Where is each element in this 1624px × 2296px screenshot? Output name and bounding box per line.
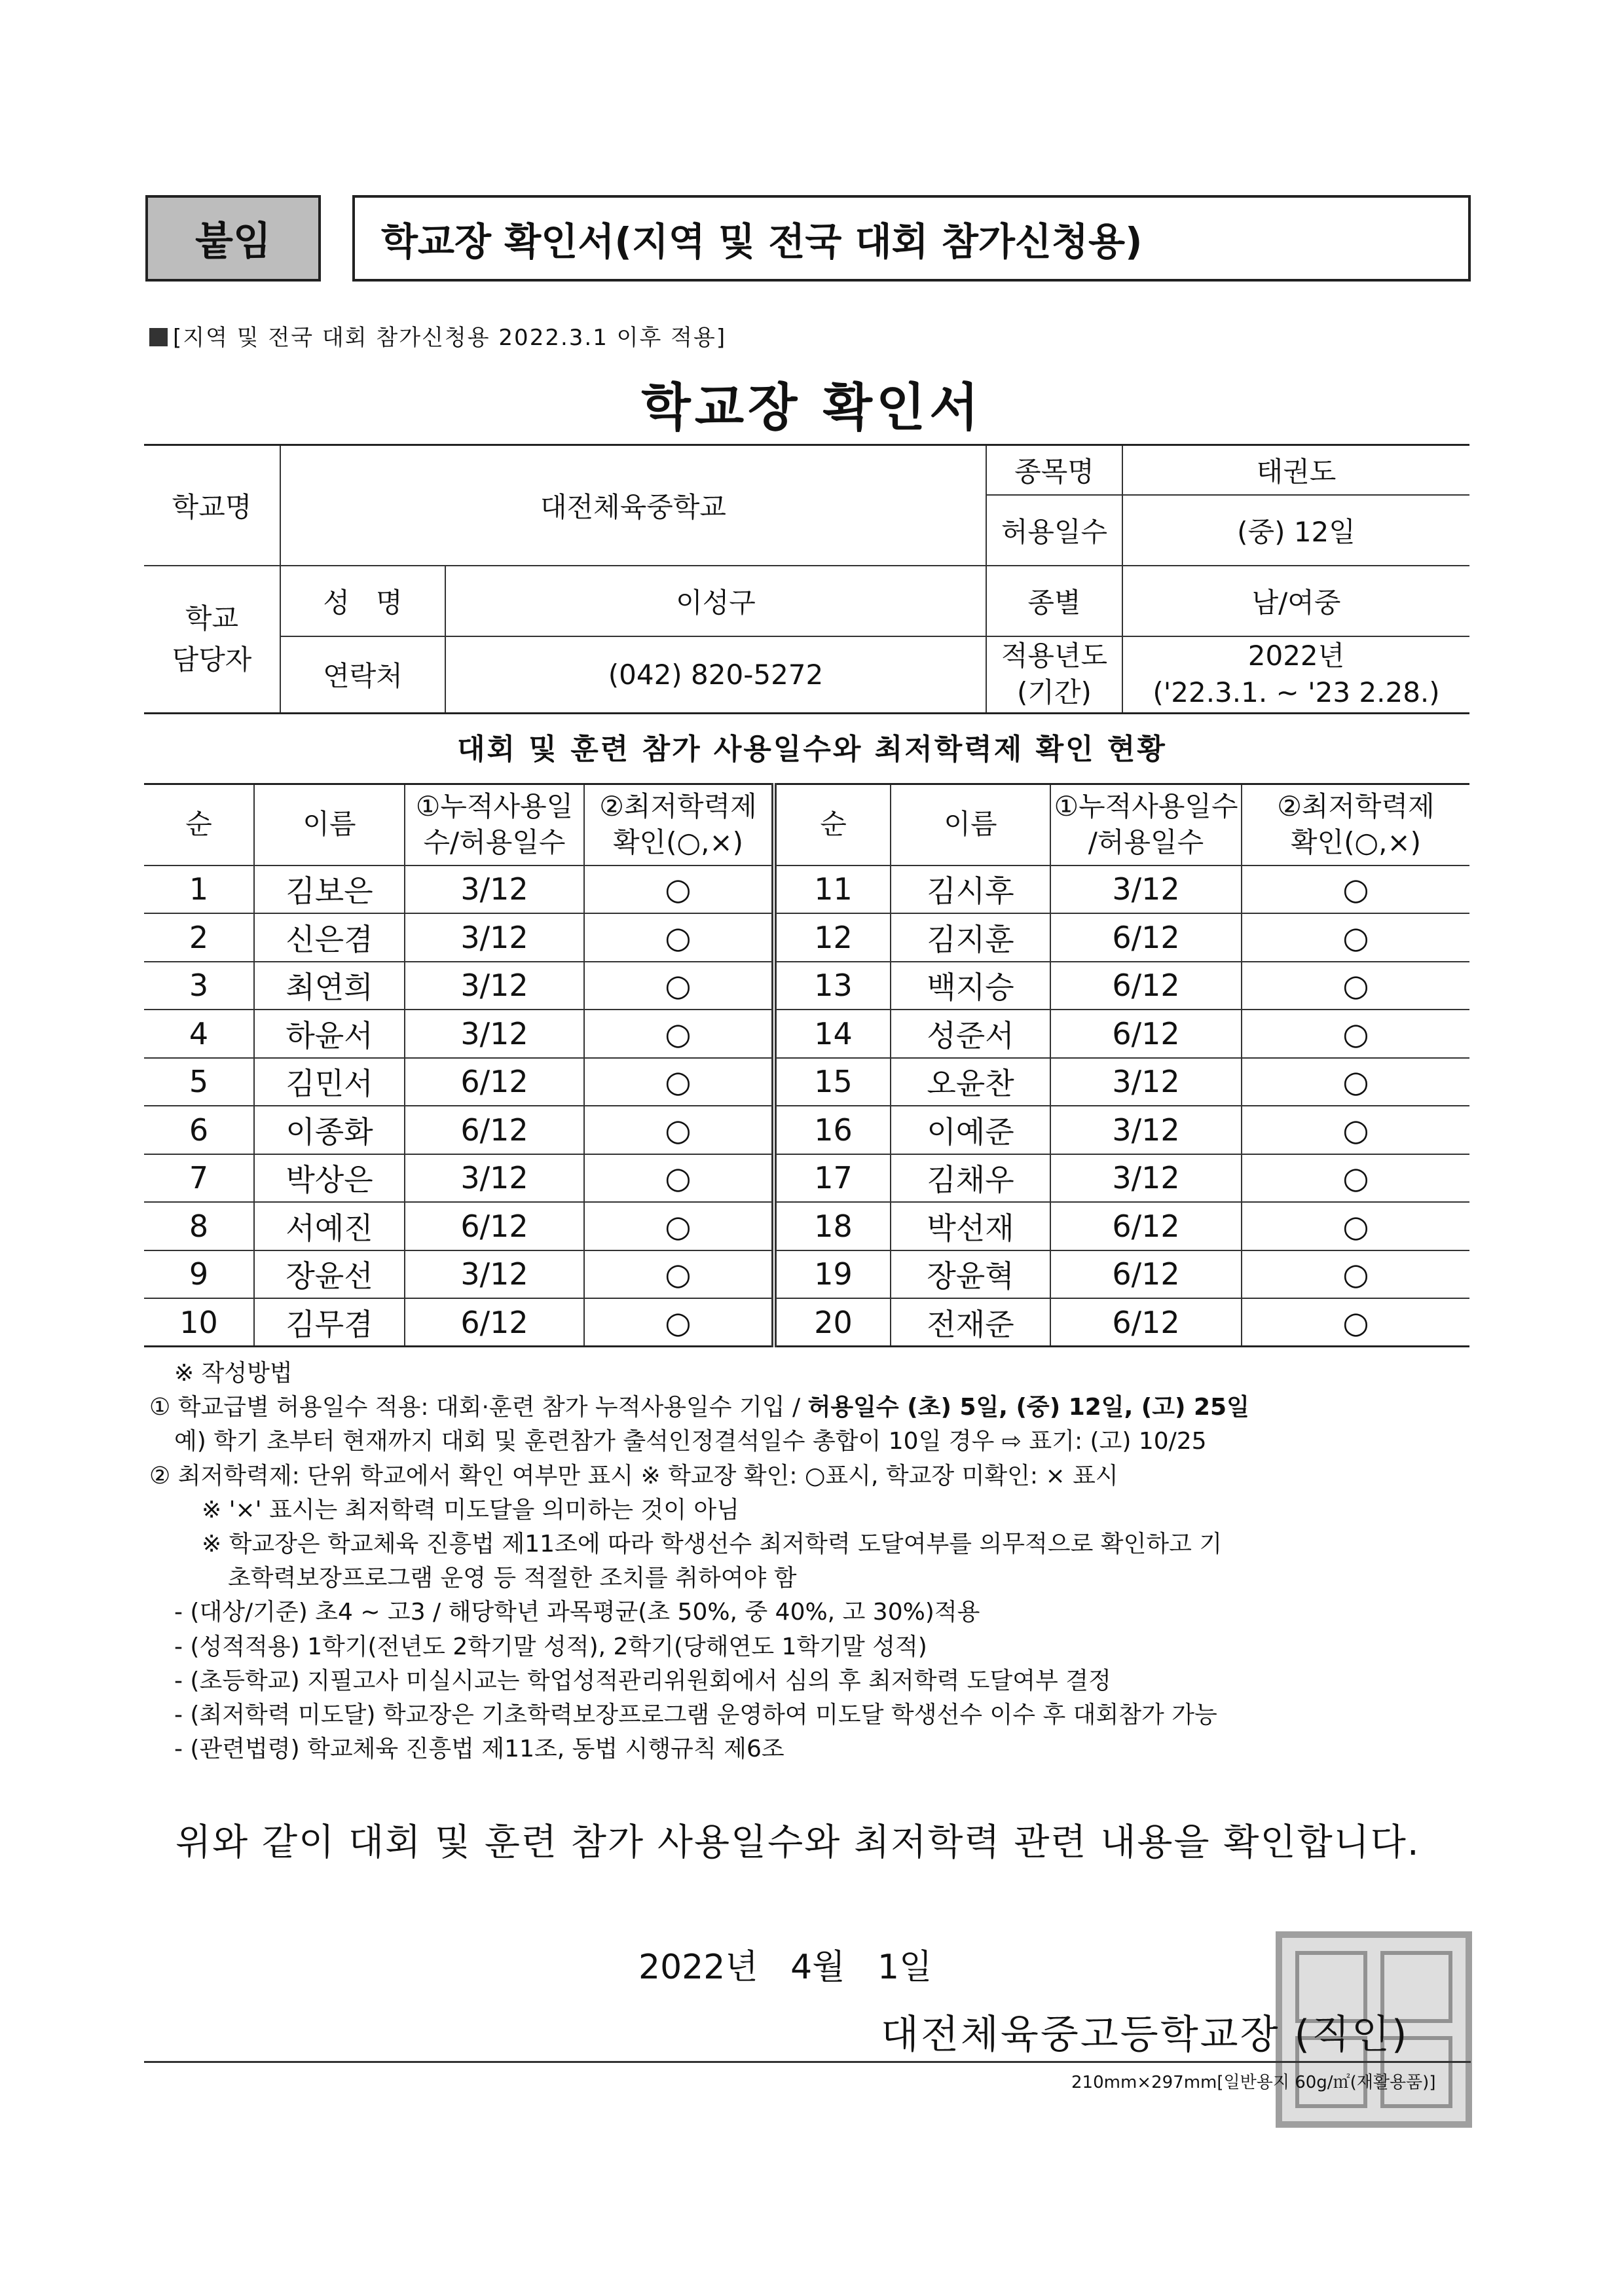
cell-check: ○ [1242, 1250, 1469, 1299]
cell-name: 박선재 [891, 1202, 1050, 1250]
cell-name: 장윤선 [254, 1250, 405, 1299]
cell-no: 6 [144, 1106, 254, 1154]
cell-name: 장윤혁 [891, 1250, 1050, 1299]
cell-check: ○ [584, 866, 774, 914]
roster-body [144, 866, 1469, 1347]
header-days-left-line2: 수/허용일수 [423, 826, 566, 858]
phone-label: 연락처 [280, 636, 445, 714]
allowed-days-value: (중) 12일 [1122, 495, 1469, 566]
cell-name: 김채우 [891, 1154, 1050, 1203]
cell-no: 12 [774, 913, 891, 962]
header-check-right-line1: ②최저학력제 [1277, 790, 1435, 823]
cell-no: 11 [774, 866, 891, 914]
footer-divider [144, 2061, 1471, 2063]
cell-days: 6/12 [1050, 962, 1242, 1010]
period-label-line1: 적용년도 [1001, 639, 1108, 672]
cell-days: 6/12 [1050, 1250, 1242, 1299]
cell-days: 6/12 [405, 1202, 584, 1250]
period-value-line1: 2022년 [1247, 639, 1345, 672]
cell-days: 3/12 [1050, 1106, 1242, 1154]
header-check-right [1242, 784, 1469, 866]
page-title: 학교장 확인서 [641, 378, 983, 437]
applied-note-text: [지역 및 전국 대회 참가신청용 2022.3.1 이후 적용] [173, 325, 727, 351]
cell-days: 3/12 [1050, 1154, 1242, 1203]
school-name-value: 대전체육중학교 [280, 445, 986, 566]
cell-name: 김민서 [254, 1058, 405, 1106]
cell-no: 3 [144, 962, 254, 1010]
athlete-roster-table [144, 783, 1469, 1347]
paper-spec: 210mm×297mm[일반용지 60g/㎡(재활용품)] [1071, 2073, 1436, 2092]
cell-check: ○ [1242, 913, 1469, 962]
cell-no: 7 [144, 1154, 254, 1203]
cell-no: 14 [774, 1010, 891, 1058]
instruction-2-note-2b: 초학력보장프로그램 운영 등 적절한 조치를 취하여야 함 [228, 1565, 797, 1592]
header-days-right [1050, 784, 1242, 866]
header-check-right-line2: 확인(○,×) [1290, 826, 1422, 858]
header-days-right-line1: ①누적사용일수 [1054, 790, 1238, 823]
cell-check: ○ [584, 1010, 774, 1058]
cell-no: 19 [774, 1250, 891, 1299]
cell-check: ○ [584, 962, 774, 1010]
instruction-2: ② 최저학력제: 단위 학교에서 확인 여부만 표시 ※ 학교장 확인: ○표시, 학교장 미확인: × 표시 [149, 1462, 1118, 1489]
header-days-right-line2: /허용일수 [1088, 826, 1204, 858]
header-days-left [405, 784, 584, 866]
cell-name: 신은겸 [254, 913, 405, 962]
cell-no: 9 [144, 1250, 254, 1299]
cell-check: ○ [1242, 1298, 1469, 1347]
applied-note [149, 319, 726, 352]
instruction-2-note-1: ※ '×' 표시는 최저학력 미도달을 의미하는 것이 아님 [202, 1496, 739, 1523]
table-row [144, 1010, 1469, 1058]
cell-no: 18 [774, 1202, 891, 1250]
cell-name: 김무겸 [254, 1298, 405, 1347]
cell-days: 6/12 [1050, 913, 1242, 962]
cell-check: ○ [584, 1250, 774, 1299]
cell-no: 15 [774, 1058, 891, 1106]
table-row [144, 866, 1469, 914]
instruction-1-example: 예) 학기 초부터 현재까지 대회 및 훈련참가 출석인정결석일수 총합이 10일 경우 ⇨ 표기: (고) 10/25 [174, 1428, 1207, 1455]
cell-no: 8 [144, 1202, 254, 1250]
table-row [144, 1154, 1469, 1203]
header-check-left-line2: 확인(○,×) [612, 826, 744, 858]
cell-check: ○ [1242, 1106, 1469, 1154]
cell-name: 김보은 [254, 866, 405, 914]
detail-elementary: - (초등학교) 지필고사 미실시교는 학업성적관리위원회에서 심의 후 최저학력 도달여부 결정 [174, 1667, 1111, 1694]
name-value: 이성구 [445, 566, 986, 636]
table-row [144, 1202, 1469, 1250]
detail-law: - (관련법령) 학교체육 진흥법 제11조, 동법 시행규칙 제6조 [174, 1736, 784, 1763]
cell-name: 이예준 [891, 1106, 1050, 1154]
cell-check: ○ [1242, 1010, 1469, 1058]
cell-no: 10 [144, 1298, 254, 1347]
cell-name: 김시후 [891, 866, 1050, 914]
cell-check: ○ [1242, 962, 1469, 1010]
cell-check: ○ [584, 1106, 774, 1154]
instruction-1-text: ① 학교급별 허용일수 적용: 대회·훈련 참가 누적사용일수 기입 / [149, 1394, 808, 1421]
cell-days: 6/12 [1050, 1202, 1242, 1250]
table-row [144, 962, 1469, 1010]
square-bullet-icon [149, 328, 168, 346]
cell-days: 3/12 [405, 962, 584, 1010]
cell-check: ○ [1242, 1202, 1469, 1250]
instruction-1 [149, 1391, 1472, 1425]
detail-grades: - (성적적용) 1학기(전년도 2학기말 성적), 2학기(당해연도 1학기말 성적) [174, 1633, 927, 1660]
period-label [986, 636, 1122, 714]
name-label: 성 명 [280, 566, 445, 636]
cell-name: 이종화 [254, 1106, 405, 1154]
header-no-right: 순 [774, 784, 891, 866]
cell-check: ○ [584, 1058, 774, 1106]
cell-days: 3/12 [405, 913, 584, 962]
phone-value: (042) 820-5272 [445, 636, 986, 714]
cell-check: ○ [584, 913, 774, 962]
sport-value: 태권도 [1122, 445, 1469, 495]
cell-days: 3/12 [405, 1250, 584, 1299]
cell-no: 20 [774, 1298, 891, 1347]
cell-name: 김지훈 [891, 913, 1050, 962]
cell-days: 6/12 [1050, 1298, 1242, 1347]
cell-name: 백지승 [891, 962, 1050, 1010]
issue-date: 2022년 4월 1일 [638, 1948, 932, 1987]
gender-value: 남/여중 [1122, 566, 1469, 636]
cell-days: 6/12 [1050, 1010, 1242, 1058]
cell-days: 6/12 [405, 1298, 584, 1347]
cell-days: 3/12 [1050, 1058, 1242, 1106]
cell-check: ○ [584, 1154, 774, 1203]
period-value [1122, 636, 1469, 714]
cell-days: 3/12 [1050, 866, 1242, 914]
header-name-right: 이름 [891, 784, 1050, 866]
cell-no: 1 [144, 866, 254, 914]
issuer-signature: 대전체육중고등학교장 (직인) [881, 2012, 1409, 2058]
detail-target: - (대상/기준) 초4 ~ 고3 / 해당학년 과목평균(초 50%, 중 40%, 고 30%)적용 [174, 1599, 980, 1626]
cell-no: 17 [774, 1154, 891, 1203]
cell-no: 13 [774, 962, 891, 1010]
instruction-1-bold: 허용일수 (초) 5일, (중) 12일, (고) 25일 [807, 1394, 1249, 1421]
instructions [149, 1357, 1472, 1766]
cell-days: 3/12 [405, 866, 584, 914]
cell-check: ○ [1242, 1154, 1469, 1203]
header-check-left-line1: ②최저학력제 [599, 790, 757, 823]
section-title: 대회 및 훈련 참가 사용일수와 최저학력제 확인 현황 [457, 733, 1167, 766]
sport-label: 종목명 [986, 445, 1122, 495]
cell-no: 5 [144, 1058, 254, 1106]
header-check-left [584, 784, 774, 866]
cell-days: 3/12 [405, 1154, 584, 1203]
attachment-badge: 붙임 [145, 195, 321, 282]
cell-name: 박상은 [254, 1154, 405, 1203]
cell-no: 16 [774, 1106, 891, 1154]
cell-check: ○ [584, 1202, 774, 1250]
table-row [144, 1250, 1469, 1299]
document-header-title: 학교장 확인서(지역 및 전국 대회 참가신청용) [352, 195, 1471, 282]
cell-name: 서예진 [254, 1202, 405, 1250]
cell-name: 성준서 [891, 1010, 1050, 1058]
gender-label: 종별 [986, 566, 1122, 636]
school-name-label: 학교명 [144, 445, 280, 566]
cell-name: 하윤서 [254, 1010, 405, 1058]
cell-days: 3/12 [405, 1010, 584, 1058]
contact-label-line1: 학교 [185, 602, 239, 635]
cell-name: 최연희 [254, 962, 405, 1010]
period-label-line2: (기간) [1017, 676, 1092, 709]
instructions-heading: ※ 작성방법 [174, 1360, 293, 1387]
table-row [144, 913, 1469, 962]
table-row [144, 1106, 1469, 1154]
cell-name: 오윤찬 [891, 1058, 1050, 1106]
cell-no: 4 [144, 1010, 254, 1058]
table-row [144, 1298, 1469, 1347]
header-no-left: 순 [144, 784, 254, 866]
table-row [144, 1058, 1469, 1106]
cell-check: ○ [584, 1298, 774, 1347]
header-name-left: 이름 [254, 784, 405, 866]
cell-check: ○ [1242, 866, 1469, 914]
cell-name: 전재준 [891, 1298, 1050, 1347]
school-info-table [144, 444, 1469, 714]
cell-check: ○ [1242, 1058, 1469, 1106]
detail-not-reached: - (최저학력 미도달) 학교장은 기초학력보장프로그램 운영하여 미도달 학생선수 이수 후 대회참가 가능 [174, 1701, 1217, 1728]
contact-label-line2: 담당자 [172, 644, 252, 676]
cell-days: 6/12 [405, 1058, 584, 1106]
period-value-line2: ('22.3.1. ~ '23 2.28.) [1153, 676, 1440, 709]
header-days-left-line1: ①누적사용일 [415, 790, 574, 823]
instruction-2-note-2a: ※ 학교장은 학교체육 진흥법 제11조에 따라 학생선수 최저학력 도달여부를 의무적으로 확인하고 기 [202, 1530, 1223, 1558]
allowed-days-label: 허용일수 [986, 495, 1122, 566]
cell-days: 6/12 [405, 1106, 584, 1154]
cell-no: 2 [144, 913, 254, 962]
confirmation-statement: 위와 같이 대회 및 훈련 참가 사용일수와 최저학력 관련 내용을 확인합니다. [175, 1821, 1420, 1864]
contact-person-label [144, 566, 280, 714]
